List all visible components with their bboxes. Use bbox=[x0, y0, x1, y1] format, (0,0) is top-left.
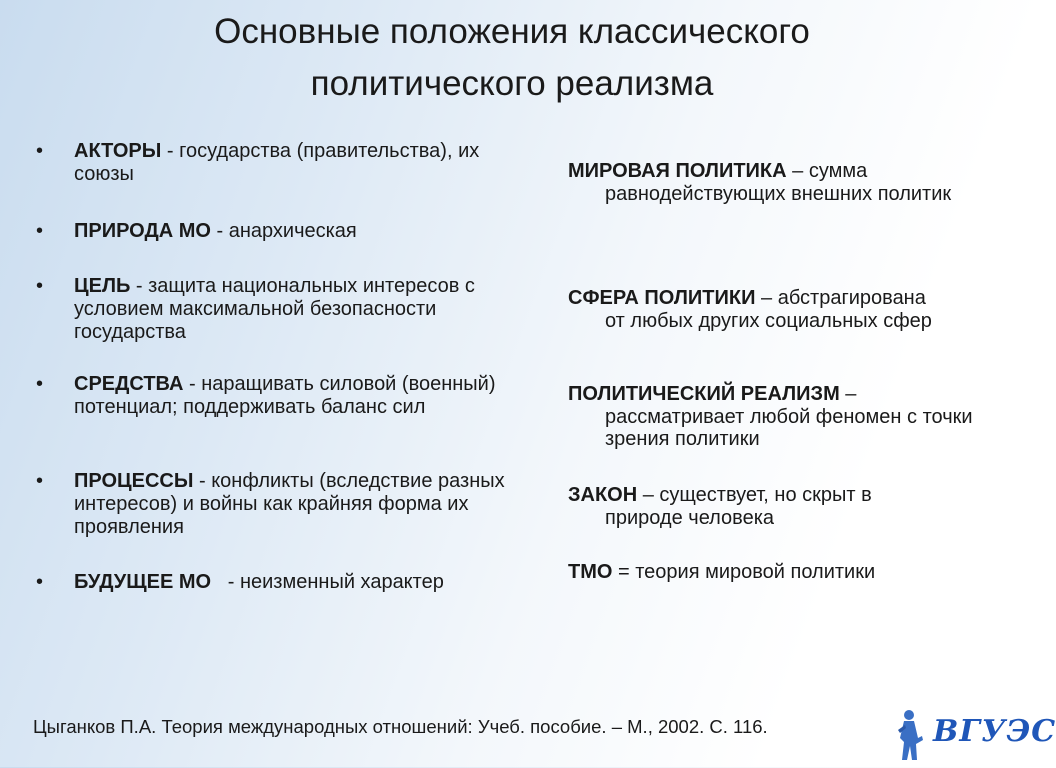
right-item-world-politics bbox=[568, 160, 998, 205]
right-item-continuation: природе человека bbox=[605, 506, 775, 529]
right-item-politics-sphere bbox=[568, 287, 998, 332]
right-item-law bbox=[568, 484, 998, 529]
item-text: - конфликты (вследствие разных интересов) и войны как крайняя форма их проявления bbox=[74, 470, 505, 538]
university-logo bbox=[895, 708, 1056, 763]
footer-citation: Цыганков П.А. Теория международных отношений: Учеб. пособие. – М., 2002. С. 116. bbox=[33, 716, 768, 737]
right-item-head bbox=[568, 287, 998, 310]
bullet: • bbox=[36, 571, 44, 593]
item-term: ЗАКОН bbox=[568, 484, 638, 506]
bullet: • bbox=[36, 140, 44, 162]
item-term: АКТОРЫ bbox=[74, 140, 162, 162]
right-item-continuation: равнодействующих внешних политик bbox=[605, 182, 952, 205]
right-item-continuation: от любых других социальных сфер bbox=[605, 309, 932, 332]
item-body bbox=[74, 571, 514, 594]
item-text: - анархическая bbox=[210, 220, 357, 242]
item-term: ТМО bbox=[568, 561, 613, 583]
right-item-political-realism bbox=[568, 383, 998, 451]
item-body bbox=[74, 275, 514, 344]
item-text: - неизменный характер bbox=[211, 571, 444, 593]
slide-title bbox=[0, 6, 1024, 110]
item-body bbox=[74, 140, 514, 186]
item-term: ПРОЦЕССЫ bbox=[74, 470, 194, 492]
item-text: - защита национальных интересов с условием максимальной безопасности государства bbox=[74, 275, 475, 343]
item-head-text: – bbox=[839, 383, 857, 405]
right-item-tmo bbox=[568, 561, 998, 584]
item-body bbox=[74, 470, 514, 539]
item-head-text: – абстрагирована bbox=[755, 287, 926, 309]
item-text: - государства (правительства), их союзы bbox=[74, 140, 480, 185]
item-term: ЦЕЛЬ bbox=[74, 275, 131, 297]
bullet: • bbox=[36, 220, 44, 242]
right-item-head bbox=[568, 484, 998, 507]
item-text: - наращивать силовой (военный) потенциал; поддерживать баланс сил bbox=[74, 373, 496, 418]
right-item-continuation: рассматривает любой феномен с точки зрения политики bbox=[605, 405, 973, 450]
item-term: МИРОВАЯ ПОЛИТИКА bbox=[568, 160, 787, 182]
right-item-head bbox=[568, 561, 998, 584]
bullet: • bbox=[36, 470, 44, 492]
title-line-1: Основные положения классического bbox=[214, 12, 810, 51]
logo-figure-icon bbox=[895, 708, 929, 763]
item-head-text: = теория мировой политики bbox=[612, 561, 876, 583]
item-term: ПОЛИТИЧЕСКИЙ РЕАЛИЗМ bbox=[568, 383, 840, 405]
bullet: • bbox=[36, 373, 44, 395]
item-term: СФЕРА ПОЛИТИКИ bbox=[568, 287, 756, 309]
item-body bbox=[74, 220, 514, 243]
item-head-text: – существует, но скрыт в bbox=[637, 484, 872, 506]
logo-text: ВГУЭС bbox=[933, 714, 1056, 749]
right-item-head bbox=[568, 383, 998, 406]
item-term: ПРИРОДА МО bbox=[74, 220, 211, 242]
item-term: БУДУЩЕЕ МО bbox=[74, 571, 212, 593]
right-item-head bbox=[568, 160, 998, 183]
item-term: СРЕДСТВА bbox=[74, 373, 184, 395]
bullet: • bbox=[36, 275, 44, 297]
item-body bbox=[74, 373, 514, 419]
item-head-text: – сумма bbox=[786, 160, 868, 182]
title-line-2: политического реализма bbox=[310, 64, 714, 103]
